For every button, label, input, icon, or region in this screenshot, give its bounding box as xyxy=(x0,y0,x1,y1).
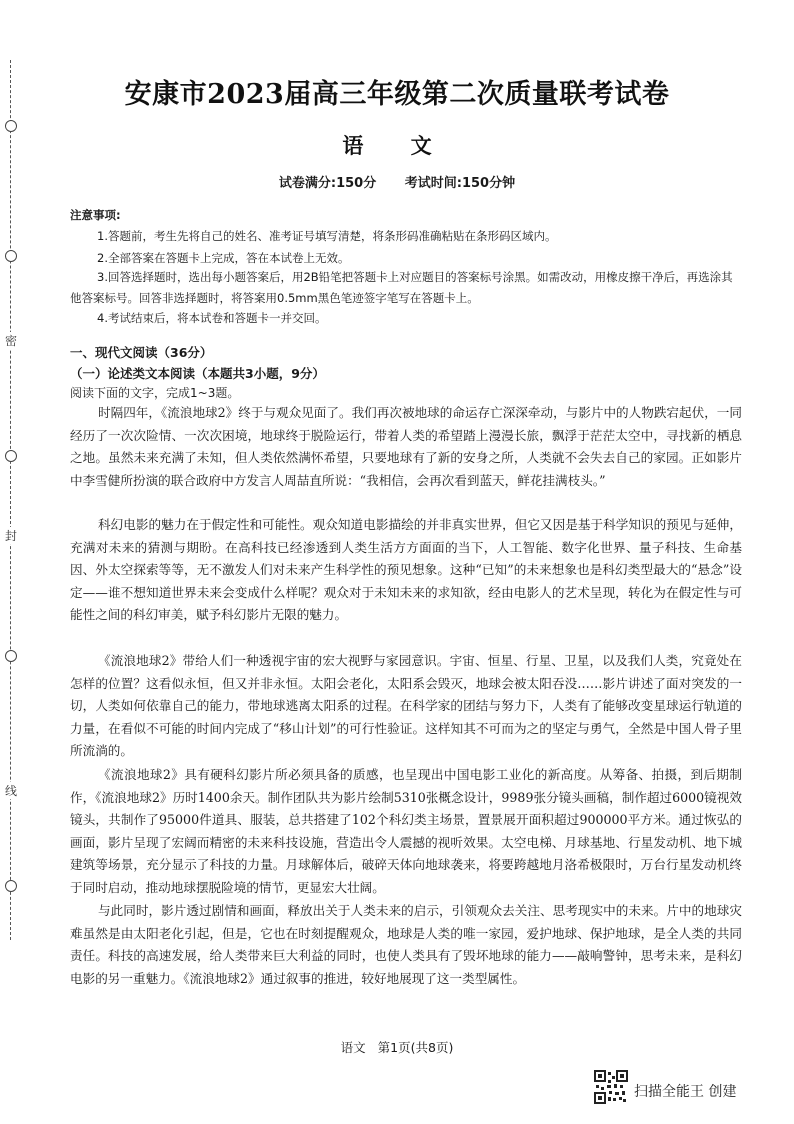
page-footer xyxy=(0,1038,794,1056)
full-score: 试卷满分:150分 xyxy=(278,176,377,191)
note-item-4: 4.考试结束后，将本试卷和答题卡一并交回。 xyxy=(97,311,327,325)
note-item-3: 3.回答选择题时，选出每小题答案后，用2B铅笔把答题卡上对应题目的答案标号涂黑。如需改动，用橡皮擦干净后，再选涂其他答案标号。回答非选择题时，将答案用0.5mm黑色笔迹签字笔写在答题卡上。 xyxy=(70,270,733,305)
exam-time: 考试时间:150分钟 xyxy=(404,176,516,191)
qr-code-icon xyxy=(594,1070,628,1104)
paragraph-3: 《流浪地球2》带给人们一种透视宇宙的宏大视野与家园意识。宇宙、恒星、行星、卫星，以及我们人类，究竟处在怎样的位置？这看似永恒，但又并非永恒。太阳会老化，太阳系会毁灭，地球会被太阳吞没……影片讲述了面对突发的一切，人类如何依靠自己的能力，带地球逃离太阳系的过程。在科学家的团结与努力下，人类有了能够改变星球运行轨道的力量，在看似不可能的时间内完成了“移山计划”的可行性验证。这样知其不可而为之的坚定与勇气，全然是中国人骨子里所流淌的。 xyxy=(70,653,742,759)
subject-heading: 语 文 xyxy=(342,133,452,158)
paragraph-2: 科幻电影的魅力在于假定性和可能性。观众知道电影描绘的并非真实世界，但它又因是基于科学知识的预见与延伸，充满对未来的猜测与期盼。在高科技已经渗透到人类生活方方面面的当下，人工智能、数字化世界、量子科技、生命基因、外太空探索等等，无不激发人们对未来产生科学性的预见想象。这种“已知”的未来想象也是科幻类型最大的“悬念”设定——谁不想知道世界未来会变成什么样呢？观众对于未知未来的求知欲，经由电影人的艺术呈现，转化为在假定性与可能性之间的科幻审美，赋予科幻影片无限的魅力。 xyxy=(70,517,742,623)
section-heading: 一、现代文阅读（36分） xyxy=(70,345,213,360)
note-item-1: 1.答题前，考生先将自己的姓名、准考证号填写清楚，将条形码准确粘贴在条形码区域内。 xyxy=(97,229,557,243)
paragraph-1: 时隔四年，《流浪地球2》终于与观众见面了。我们再次被地球的命运存亡深深牵动，与影片中的人物跌宕起伏，一同经历了一次次险情、一次次困境，地球终于脱险运行，带着人类的希望踏上漫漫长旅，飘浮于茫茫太空中，寻找新的栖息之地。虽然未来充满了未知，但人类依然满怀希望，只要地球有了新的安身之所，人类就不会失去自己的家园。正如影片中李雪健所扮演的联合政府中方发言人周喆直所说：“我相信，会再次看到蓝天，鲜花挂满枝头。” xyxy=(70,405,742,488)
binding-hole xyxy=(5,880,17,892)
binding-hole xyxy=(5,450,17,462)
note-item-2: 2.全部答案在答题卡上完成，答在本试卷上无效。 xyxy=(97,251,350,265)
binding-char-seal2: 封 xyxy=(2,527,20,544)
footer-page-number: 第1页(共8页) xyxy=(377,1040,454,1055)
scanner-watermark-label: 扫描全能王 创建 xyxy=(634,1084,737,1100)
binding-char-seal: 密 xyxy=(2,332,20,349)
paragraph-5: 与此同时，影片透过剧情和画面，释放出关于人类未来的启示，引领观众去关注、思考现实中的未来。片中的地球灾难虽然是由太阳老化引起，但是，它也在时刻提醒观众，地球是人类的唯一家园，爱护地球、保护地球，是全人类的共同责任。科技的高速发展，给人类带来巨大利益的同时，也使人类具有了毁坏地球的能力——敲响警钟，思考未来，是科幻电影的另一重魅力。《流浪地球2》通过叙事的推进，较好地展现了这一类型属性。 xyxy=(70,903,742,986)
exam-title: 安康市2023届高三年级第二次质量联考试卷 xyxy=(124,79,670,110)
binding-hole xyxy=(5,650,17,662)
footer-subject: 语文 xyxy=(340,1040,366,1055)
exam-info xyxy=(0,172,794,191)
reading-instruction: 阅读下面的文字，完成1~3题。 xyxy=(70,386,240,400)
binding-line xyxy=(10,60,11,940)
binding-hole xyxy=(5,250,17,262)
section-subheading: （一）论述类文本阅读（本题共3小题，9分） xyxy=(70,366,325,381)
paragraph-4: 《流浪地球2》具有硬科幻影片所必须具备的质感，也呈现出中国电影工业化的新高度。从筹备、拍摄，到后期制作，《流浪地球2》历时1400余天。制作团队共为影片绘制5310张概念设计，9989张分镜头画稿，制作超过6000镜视效镜头，共制作了95000件道具、服装，总共搭建了102个科幻类主场景，置景展开面积超过900000平方米。通过恢弘的画面，影片呈现了宏阔而精密的未来科技设施，营造出令人震撼的视听效果。太空电梯、月球基地、行星发动机、地下城建筑等场景，充分显示了科技的力量。月球解体后，破碎天体向地球袭来，将要跨越地月洛希极限时，万台行星发动机终于同时启动，推动地球摆脱险境的情节，更显宏大壮阔。 xyxy=(70,767,742,895)
notes-title: 注意事项: xyxy=(70,208,121,222)
binding-char-line: 线 xyxy=(2,782,20,799)
